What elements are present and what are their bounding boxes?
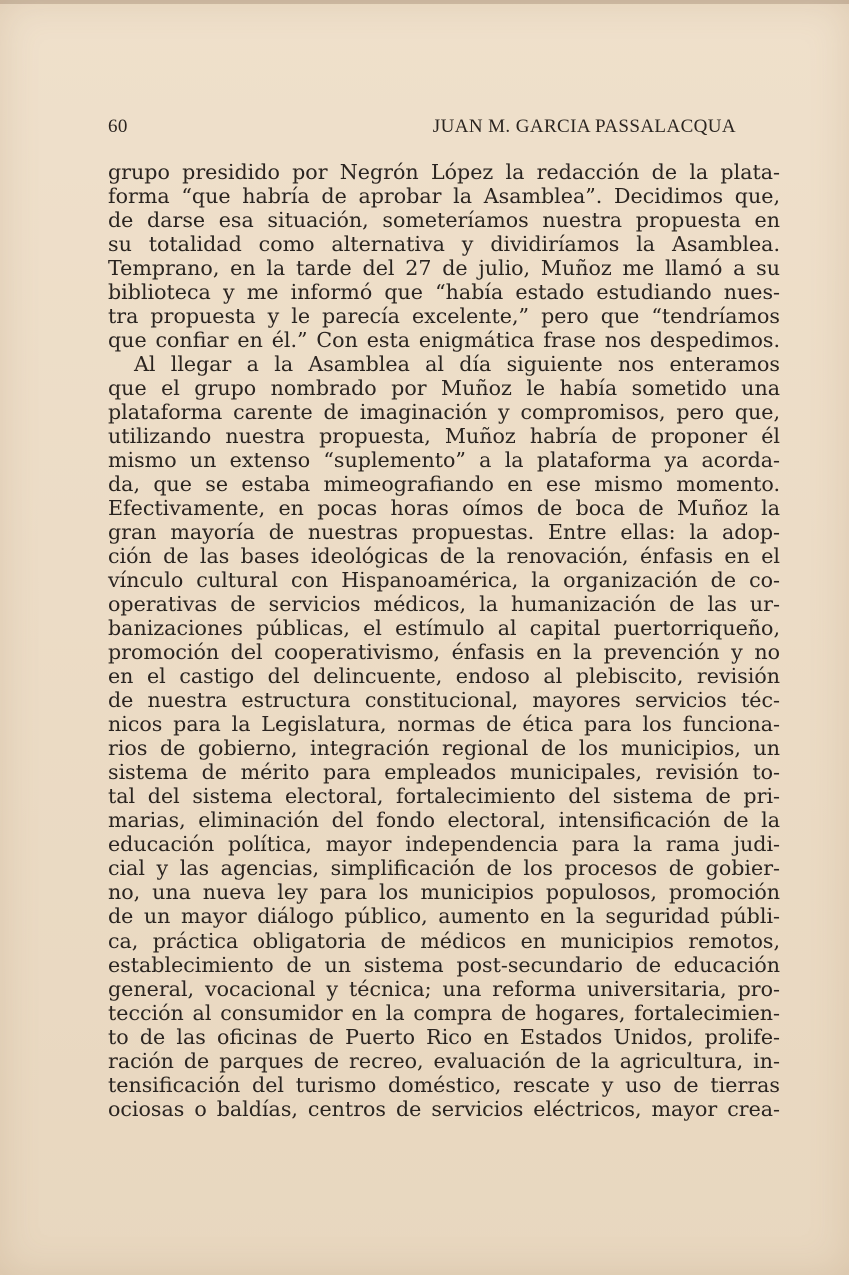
text-line: grupo presidido por Negrón López la redacción de la plata- [108,160,780,184]
text-line: que confiar en él.” Con esta enigmática frase nos despedimos. [108,328,780,353]
text-line: su totalidad como alternativa y dividiríamos la Asamblea. [108,232,780,257]
text-line: educación política, mayor independencia para la rama judi- [108,832,780,857]
text-line: forma “que habría de aprobar la Asamblea”. Decidimos que, [108,184,780,209]
text-line: tal del sistema electoral, fortalecimiento del sistema de pri- [108,784,780,809]
paragraph-2 [108,352,780,1121]
text-line: tección al consumidor en la compra de hogares, fortalecimien- [108,1000,780,1025]
text-line: establecimiento de un sistema post-secundario de educación [108,952,780,977]
text-line: gran mayoría de nuestras propuestas. Entre ellas: la adop- [108,520,780,545]
page-number: 60 [108,116,128,137]
text-line: de darse esa situación, someteríamos nuestra propuesta en [108,208,780,233]
text-line: nicos para la Legislatura, normas de ética para los funciona- [108,712,780,737]
text-line: banizaciones públicas, el estímulo al capital puertorriqueño, [108,616,780,641]
text-line: tra propuesta y le parecía excelente,” pero que “tendríamos [108,304,780,329]
text-line: cial y las agencias, simplificación de los procesos de gobier- [108,856,780,881]
text-line: tensificación del turismo doméstico, rescate y uso de tierras [108,1072,780,1097]
text-line: plataforma carente de imaginación y compromisos, pero que, [108,400,780,425]
paragraph-1 [108,160,780,352]
text-line: to de las oficinas de Puerto Rico en Estados Unidos, prolife- [108,1024,780,1049]
text-line: en el castigo del delincuente, endoso al plebiscito, revisión [108,664,780,689]
running-head: JUAN M. GARCIA PASSALACQUA [432,116,736,137]
text-line: biblioteca y me informó que “había estado estudiando nues- [108,280,780,305]
text-line: no, una nueva ley para los municipios populosos, promoción [108,880,780,905]
text-line: de nuestra estructura constitucional, mayores servicios téc- [108,688,780,713]
text-line: que el grupo nombrado por Muñoz le había sometido una [108,376,780,401]
text-line: general, vocacional y técnica; una reforma universitaria, pro- [108,976,780,1001]
text-line: rios de gobierno, integración regional de los municipios, un [108,736,780,761]
text-line: ociosas o baldías, centros de servicios eléctricos, mayor crea- [108,1096,780,1121]
text-line: operativas de servicios médicos, la humanización de las ur- [108,592,780,617]
text-line: ción de las bases ideológicas de la renovación, énfasis en el [108,544,780,569]
text-line: marias, eliminación del fondo electoral, intensificación de la [108,808,780,833]
text-line: promoción del cooperativismo, énfasis en la prevención y no [108,640,780,665]
body-text [108,160,780,1121]
text-line: Al llegar a la Asamblea al día siguiente nos enteramos [134,352,780,377]
text-line: Efectivamente, en pocas horas oímos de boca de Muñoz la [108,496,780,521]
text-line: ración de parques de recreo, evaluación de la agricultura, in- [108,1048,780,1073]
text-line: sistema de mérito para empleados municipales, revisión to- [108,760,780,785]
text-line: da, que se estaba mimeografiando en ese mismo momento. [108,472,780,497]
text-line: vínculo cultural con Hispanoamérica, la organización de co- [108,568,780,593]
text-line: de un mayor diálogo público, aumento en la seguridad públi- [108,904,780,929]
text-line: mismo un extenso “suplemento” a la plataforma ya acorda- [108,448,780,473]
text-line: Temprano, en la tarde del 27 de julio, Muñoz me llamó a su [108,256,780,281]
text-line: ca, práctica obligatoria de médicos en municipios remotos, [108,928,780,953]
page-header [108,116,736,140]
page-top-edge [0,0,849,4]
text-line: utilizando nuestra propuesta, Muñoz habría de proponer él [108,424,780,449]
